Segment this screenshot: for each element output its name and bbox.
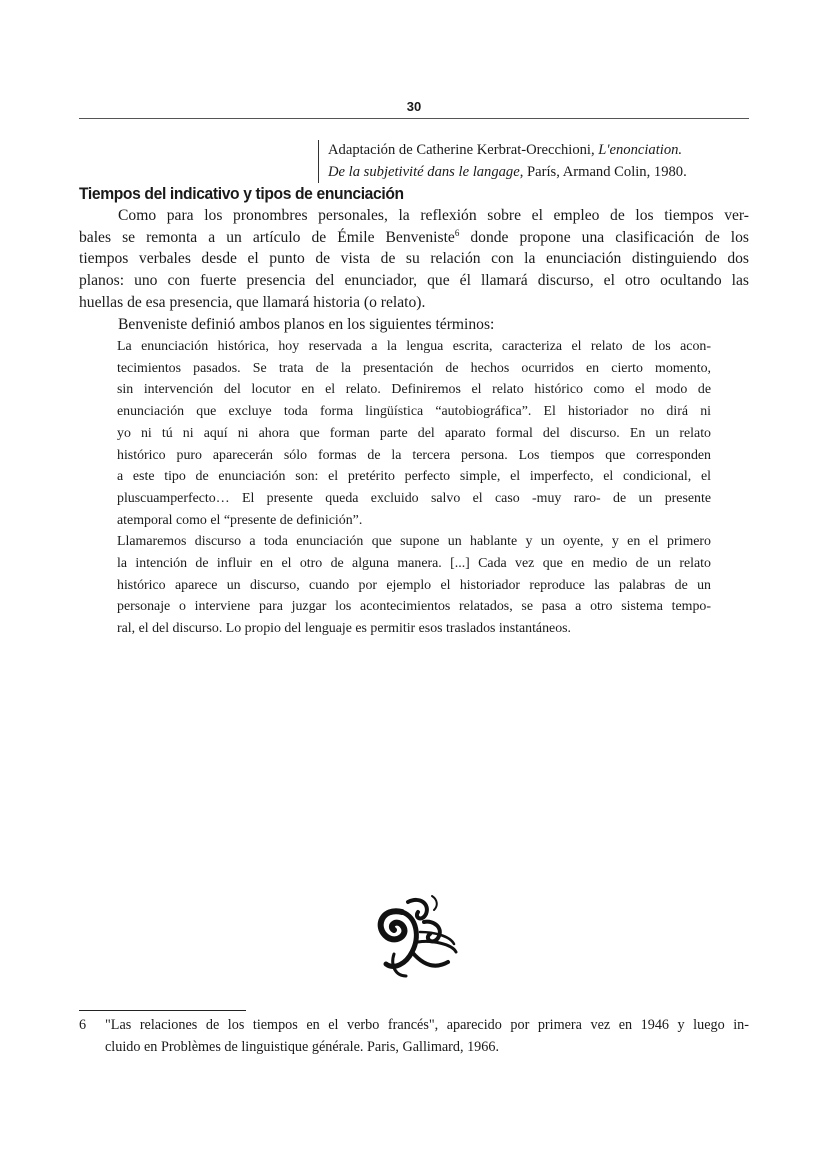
quote-line: sin intervención del locutor en el relato. Definiremos el relato histórico como el modo de bbox=[117, 382, 711, 398]
page-number: 30 bbox=[406, 99, 422, 114]
quote-line: histórico puro aparecerán sólo formas de la tercera persona. Los tiempos que corresponden bbox=[117, 447, 711, 463]
footnote-rule bbox=[79, 1010, 246, 1011]
body-line: planos: uno con fuerte presencia del enunciador, que él llamará discurso, el otro ocultando las bbox=[79, 272, 749, 290]
quote-line: atemporal como el “presente de definición”. bbox=[117, 512, 363, 528]
quote-line: yo ni tú ni aquí ni ahora que forman parte del aparato formal del discurso. En un relato bbox=[117, 425, 711, 441]
block-quote bbox=[117, 336, 711, 640]
body-line: Como para los pronombres personales, la reflexión sobre el empleo de los tiempos ver- bbox=[118, 207, 749, 224]
citation-line-1 bbox=[328, 140, 687, 162]
quote-line: pluscuamperfecto… El presente queda excluido salvo el caso -muy raro- de un presente bbox=[117, 490, 711, 506]
quote-line: histórico aparece un discurso, cuando por ejemplo el historiador reproduce las palabras de un bbox=[117, 577, 711, 593]
quote-line: a este tipo de enunciación son: el pretérito perfecto simple, el imperfecto, el condicional, el bbox=[117, 469, 711, 485]
citation-publisher: , París, Armand Colin, 1980. bbox=[519, 163, 687, 180]
body-text-span: donde propone una clasificación de los bbox=[459, 228, 749, 246]
quote-line: Llamaremos discurso a toda enunciación que supone un hablante y un oyente, y en el primero bbox=[117, 534, 711, 550]
footnote-line: cluido en Problèmes de linguistique générale. Paris, Gallimard, 1966. bbox=[105, 1039, 500, 1055]
header-rule bbox=[79, 118, 749, 119]
quote-line: la intención de influir en el otro de alguna manera. [...] Cada vez que en medio de un relato bbox=[117, 556, 711, 572]
quote-line: La enunciación histórica, hoy reservada a la lengua escrita, caracteriza el relato de los acon- bbox=[117, 339, 711, 354]
body-text bbox=[79, 205, 749, 335]
section-heading: Tiempos del indicativo y tipos de enunciación bbox=[79, 184, 404, 203]
citation-text: Adaptación de Catherine Kerbrat-Orecchioni, bbox=[328, 142, 599, 158]
quote-line: personaje o interviene para juzgar los acontecimientos relatados, se pasa a otro sistema tempo- bbox=[117, 599, 711, 615]
citation-title: L'enonciation. bbox=[598, 142, 683, 158]
citation-line-2 bbox=[328, 162, 687, 184]
quote-line: tecimientos pasados. Se trata de la presentación de hechos ocurridos en cierto momento, bbox=[117, 360, 711, 376]
body-line: huellas de esa presencia, que llamará historia (o relato). bbox=[79, 293, 426, 311]
body-line: Benveniste definió ambos planos en los siguientes términos: bbox=[118, 315, 495, 333]
decorative-flourish-icon bbox=[372, 892, 462, 982]
quote-line: enunciación que excluye toda forma lingüística “autobiográfica”. El historiador no dirá ni bbox=[117, 404, 711, 420]
footnote-ref[interactable]: 6 bbox=[454, 227, 460, 238]
body-line: tiempos verbales desde el punto de vista de su relación con la enunciación distinguiendo dos bbox=[79, 250, 749, 268]
footnote bbox=[79, 1014, 749, 1058]
citation-subtitle: De la subjetivité dans le langage bbox=[328, 163, 520, 180]
body-line bbox=[79, 227, 749, 249]
citation-block bbox=[318, 140, 687, 183]
footnote-line: "Las relaciones de los tiempos en el verbo francés", aparecido por primera vez en 1946 y luego in- bbox=[105, 1017, 749, 1033]
body-text-span: bales se remonta a un artículo de Émile Benveniste bbox=[79, 228, 455, 246]
footnote-number: 6 bbox=[79, 1017, 87, 1033]
quote-line: ral, el del discurso. Lo propio del lenguaje es permitir esos traslados instantáneos. bbox=[117, 621, 572, 637]
